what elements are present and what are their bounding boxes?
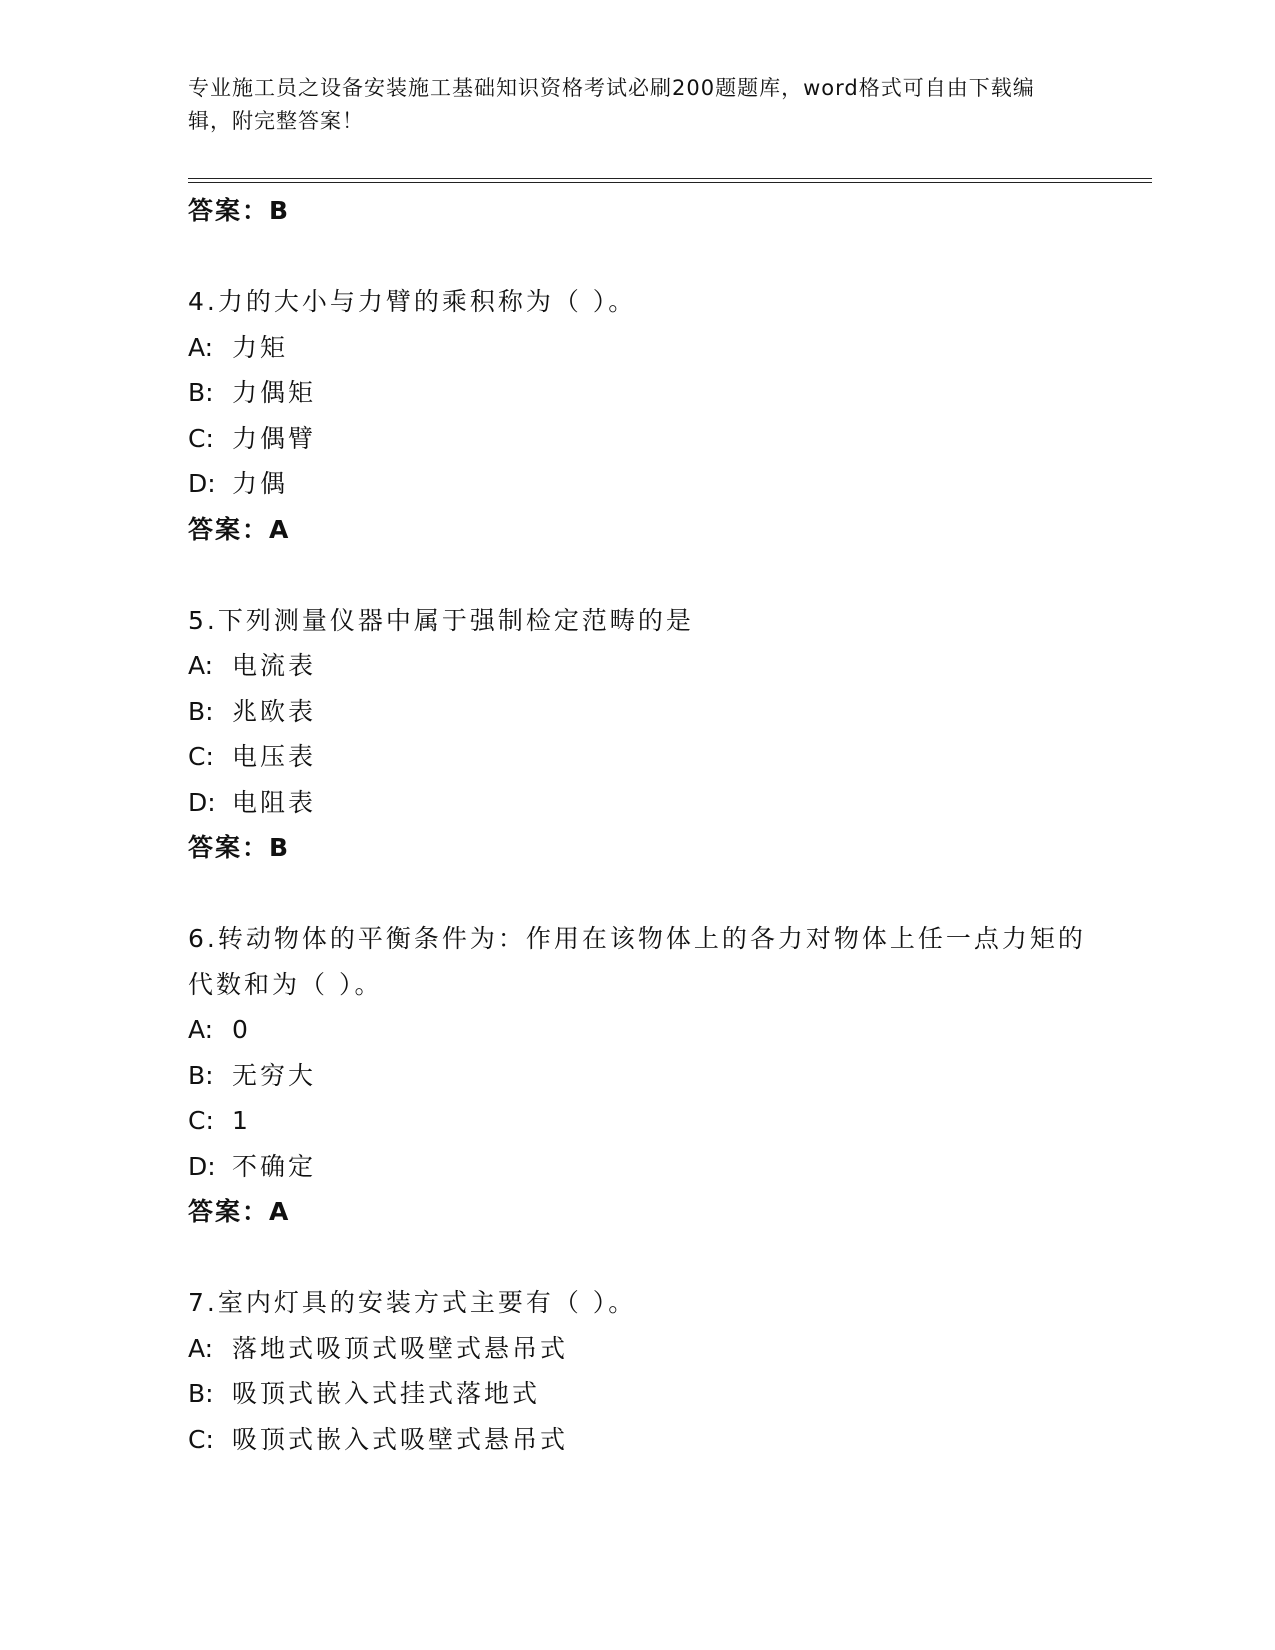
option-key: A: bbox=[188, 332, 214, 362]
option-key: C: bbox=[188, 742, 214, 771]
option-b bbox=[188, 689, 1088, 735]
option-key: C: bbox=[188, 423, 214, 453]
option-text: 力矩 bbox=[232, 332, 289, 362]
option-key: C: bbox=[188, 1106, 214, 1135]
option-c bbox=[188, 734, 1088, 780]
option-key: A: bbox=[188, 1015, 214, 1044]
header-divider bbox=[188, 178, 1152, 183]
question-stem: 4.力的大小与力臂的乘积称为（ ）。 bbox=[188, 287, 637, 316]
option-b bbox=[188, 1053, 1088, 1099]
option-c bbox=[188, 416, 1088, 462]
option-key: A: bbox=[188, 1333, 214, 1363]
option-d bbox=[188, 461, 1088, 507]
question-block bbox=[188, 279, 1088, 552]
option-text: 0 bbox=[232, 1015, 251, 1044]
question-block bbox=[188, 916, 1088, 1235]
spacer bbox=[188, 871, 1088, 917]
option-key: D: bbox=[188, 1151, 216, 1181]
option-text: 吸顶式嵌入式挂式落地式 bbox=[232, 1379, 541, 1408]
spacer bbox=[188, 1235, 1088, 1281]
option-key: D: bbox=[188, 469, 216, 498]
option-text: 电压表 bbox=[232, 742, 317, 771]
option-text: 兆欧表 bbox=[232, 696, 317, 726]
question-stem: 7.室内灯具的安装方式主要有（ ）。 bbox=[188, 1288, 637, 1317]
option-b bbox=[188, 370, 1088, 416]
option-text: 电阻表 bbox=[232, 787, 317, 817]
document-header: 专业施工员之设备安装施工基础知识资格考试必刷200题题库，word格式可自由下载编辑，附完整答案！ bbox=[188, 76, 1035, 133]
option-key: B: bbox=[188, 378, 214, 407]
answer-line: 答案：A bbox=[188, 514, 291, 544]
answer-line: 答案：B bbox=[188, 833, 291, 862]
question-block bbox=[188, 598, 1088, 871]
option-text: 落地式吸顶式吸壁式悬吊式 bbox=[232, 1333, 569, 1363]
option-text: 力偶矩 bbox=[232, 378, 317, 407]
option-a bbox=[188, 643, 1088, 689]
option-text: 不确定 bbox=[232, 1151, 317, 1181]
option-key: A: bbox=[188, 651, 214, 680]
option-key: C: bbox=[188, 1424, 214, 1454]
option-key: B: bbox=[188, 696, 214, 726]
question-stem: 5.下列测量仪器中属于强制检定范畴的是 bbox=[188, 605, 694, 635]
option-text: 吸顶式嵌入式吸壁式悬吊式 bbox=[232, 1424, 569, 1454]
option-a bbox=[188, 1007, 1088, 1053]
option-c bbox=[188, 1098, 1088, 1144]
question-list bbox=[188, 188, 1088, 1462]
option-a bbox=[188, 325, 1088, 371]
option-d bbox=[188, 1144, 1088, 1190]
answer-line: 答案：B bbox=[188, 196, 291, 225]
option-b bbox=[188, 1371, 1088, 1417]
question-stem: 6.转动物体的平衡条件为：作用在该物体上的各力对物体上任一点力矩的代数和为（ ）。 bbox=[188, 924, 1086, 999]
option-text: 电流表 bbox=[232, 651, 317, 680]
option-a bbox=[188, 1326, 1088, 1372]
option-key: B: bbox=[188, 1379, 214, 1408]
option-text: 力偶臂 bbox=[232, 423, 317, 453]
option-c bbox=[188, 1417, 1088, 1463]
option-text: 1 bbox=[232, 1106, 251, 1135]
question-block bbox=[188, 1280, 1088, 1462]
option-text: 力偶 bbox=[232, 469, 289, 498]
spacer bbox=[188, 552, 1088, 598]
answer-line: 答案：A bbox=[188, 1197, 291, 1226]
option-text: 无穷大 bbox=[232, 1060, 317, 1090]
option-key: B: bbox=[188, 1060, 214, 1090]
option-d bbox=[188, 780, 1088, 826]
option-key: D: bbox=[188, 787, 216, 817]
spacer bbox=[188, 234, 1088, 280]
